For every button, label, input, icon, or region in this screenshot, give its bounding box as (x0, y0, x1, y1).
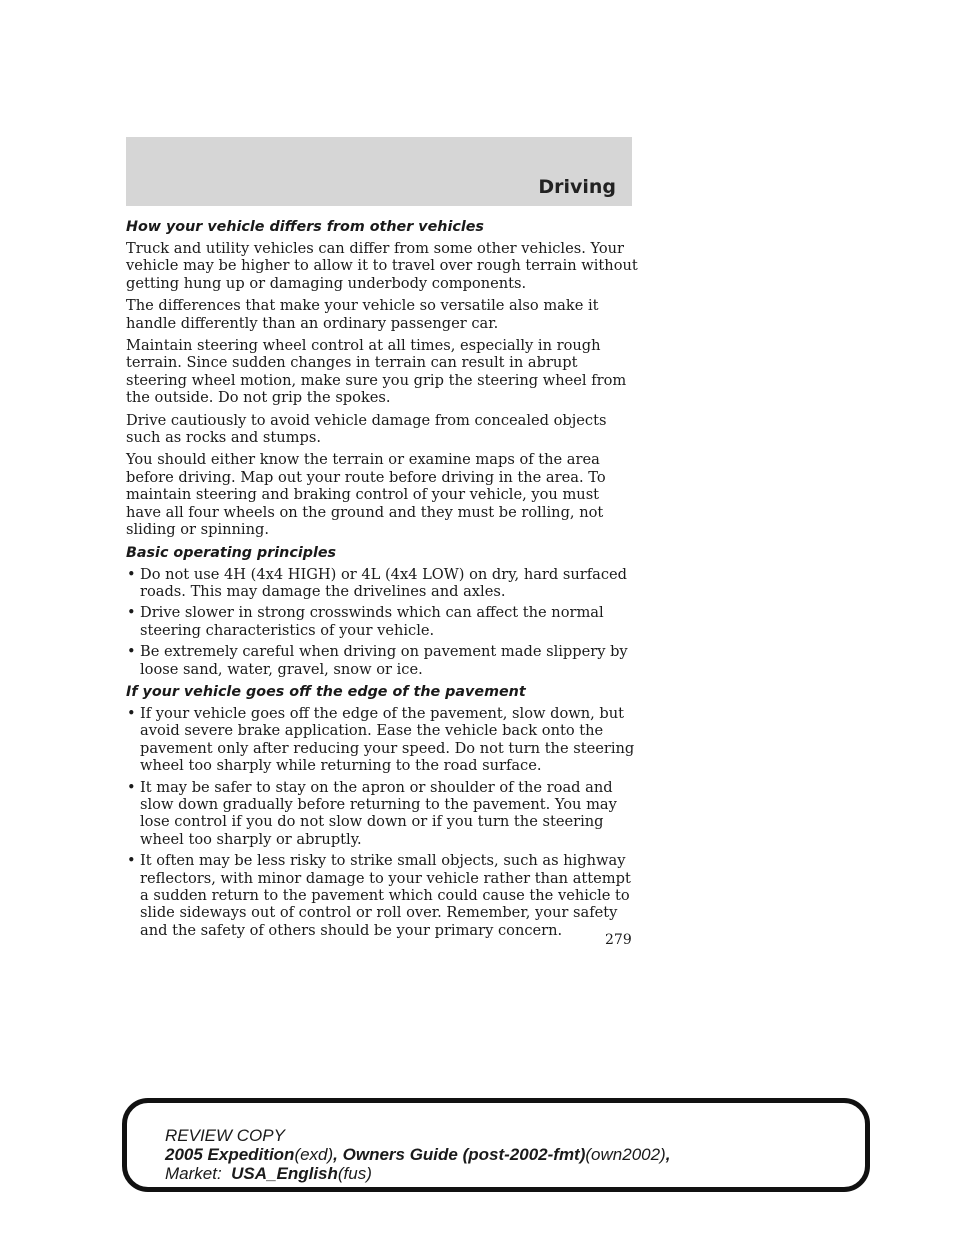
separator: , (333, 1145, 343, 1164)
guide-name: Owners Guide (post-2002-fmt) (342, 1145, 586, 1164)
list-item (126, 705, 638, 775)
paragraph: Truck and utility vehicles can differ from some other vehicles. Your vehicle may be higher to allow it to travel over rough terrain without getting hung up or damaging underbody components. (126, 240, 638, 292)
paragraph: You should either know the terrain or examine maps of the area before driving. Map out your route before driving in the area. To maintain steering and braking control of your vehicle, you must have all four wheels on the ground and they must be rolling, not sliding or spinning. (126, 451, 606, 539)
bullet-icon: • (127, 852, 136, 870)
bullet-list (126, 705, 638, 939)
model-code: (exd) (294, 1145, 334, 1164)
bullet-icon: • (127, 643, 136, 661)
market-name: USA_English (231, 1164, 338, 1183)
bullet-icon: • (127, 565, 136, 583)
page-content (126, 218, 638, 944)
section-heading: How your vehicle differs from other vehicles (126, 219, 484, 235)
list-item-text: It often may be less risky to strike small objects, such as highway reflectors, with minor damage to your vehicle rather than attempt a sudden return to the pavement which could cause the vehicle to slide sideways out of control or roll over. Remember, your safety and the safety of others should be your primary concern. (140, 852, 631, 939)
guide-code: (own2002) (585, 1145, 666, 1164)
list-item (126, 604, 638, 639)
section-heading: Basic operating principles (126, 544, 337, 561)
footer-model-line (165, 1145, 670, 1164)
list-item (126, 779, 638, 849)
bullet-icon: • (127, 704, 136, 722)
list-item-text: Do not use 4H (4x4 HIGH) or 4L (4x4 LOW) on dry, hard surfaced roads. This may damage the drivelines and axles. (140, 565, 628, 600)
footer-market-line (165, 1164, 670, 1183)
list-item (126, 852, 638, 939)
paragraph: Maintain steering wheel control at all times, especially in rough terrain. Since sudden changes in terrain can result in abrupt steering wheel motion, make sure you grip the steering wheel from the outside. Do not grip the spokes. (126, 337, 627, 407)
market-label: Market: (165, 1164, 222, 1183)
separator: , (665, 1145, 671, 1164)
review-copy-label: REVIEW COPY (165, 1126, 285, 1145)
list-item-text: Drive slower in strong crosswinds which can affect the normal steering characteristics of your vehicle. (140, 604, 604, 639)
list-item (126, 643, 638, 678)
page-number: 279 (605, 932, 632, 948)
bullet-icon: • (127, 604, 136, 622)
paragraph: Drive cautiously to avoid vehicle damage from concealed objects such as rocks and stumps. (126, 411, 607, 447)
bullet-icon: • (127, 778, 136, 796)
section-title: Driving (538, 176, 616, 198)
bullet-list (126, 566, 638, 678)
list-item-text: It may be safer to stay on the apron or shoulder of the road and slow down gradually before returning to the pavement. You may lose control if you do not slow down or if you turn the steering wheel too sharply or abruptly. (140, 778, 617, 848)
market-code: (fus) (337, 1164, 372, 1183)
model-name: 2005 Expedition (165, 1145, 295, 1164)
footer-text (165, 1126, 670, 1183)
review-copy-footer (122, 1098, 870, 1192)
list-item-text: Be extremely careful when driving on pavement made slippery by loose sand, water, gravel, snow or ice. (140, 643, 628, 678)
paragraph: The differences that make your vehicle so versatile also make it handle differently than an ordinary passenger car. (126, 297, 599, 332)
list-item-text: If your vehicle goes off the edge of the pavement, slow down, but avoid severe brake application. Ease the vehicle back onto the pavement only after reducing your speed. Do not turn the steering wheel too sharply while returning to the road surface. (140, 704, 635, 775)
list-item (126, 566, 638, 601)
section-heading: If your vehicle goes off the edge of the pavement (126, 683, 526, 700)
section-header-band (126, 137, 632, 206)
